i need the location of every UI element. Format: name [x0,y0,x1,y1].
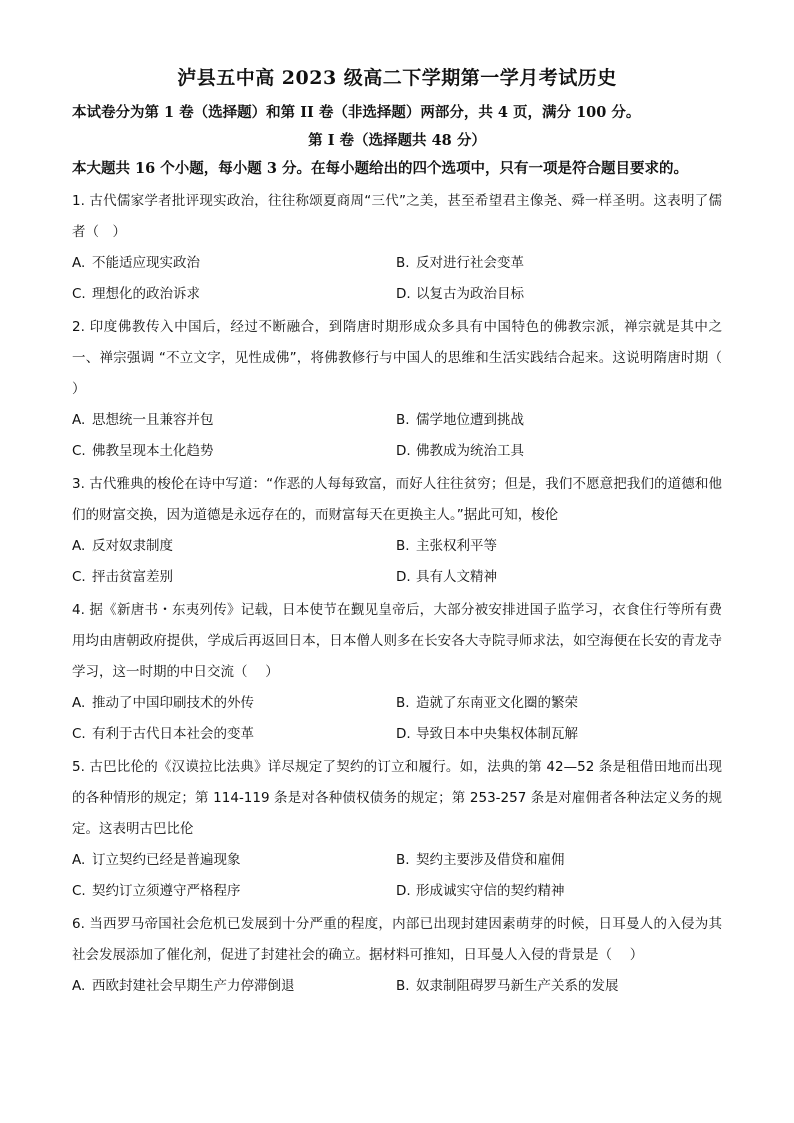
option-text: 反对进行社会变革 [416,255,524,271]
option-text: 造就了东南亚文化圈的繁荣 [416,695,578,711]
question-stem: 1. 古代儒家学者批评现实政治，往往称颂夏商周“三代”之美，甚至希望君主像尧、舜一样圣明。这表明了儒者（ ） [72,193,722,240]
answer-option [72,845,396,876]
option-grid [72,845,722,907]
answer-option [72,279,396,310]
option-text: 导致日本中央集权体制瓦解 [416,726,578,742]
option-text: 形成诚实守信的契约精神 [416,883,565,899]
answer-option [396,405,722,436]
option-text: 契约订立须遵守严格程序 [92,883,241,899]
option-grid [72,531,722,593]
question-item [72,595,722,750]
answer-option [396,876,722,907]
option-letter: B. [396,695,410,711]
option-letter: A. [72,255,86,271]
option-text: 订立契约已经是普遍现象 [92,852,241,868]
option-text: 儒学地位遭到挑战 [416,412,524,428]
question-stem: 4. 据《新唐书・东夷列传》记载，日本使节在觐见皇帝后，大部分被安排进国子监学习，衣食住行等所有费用均由唐朝政府提供，学成后再返回日本，日本僧人则多在长安各大寺院寻师求法，如空海便在长安的青龙寺学习，这一时期的中日交流（ ） [72,602,722,680]
answer-option [396,531,722,562]
question-stem: 3. 古代雅典的梭伦在诗中写道：“作恶的人每每致富，而好人往往贫穷；但是，我们不愿意把我们的道德和他们的财富交换，因为道德是永远存在的，而财富每天在更换主人。”据此可知，梭伦 [72,476,722,523]
option-grid [72,248,722,310]
answer-option [396,562,722,593]
option-letter: D. [396,883,411,899]
option-grid [72,405,722,467]
option-letter: B. [396,978,410,994]
answer-option [72,688,396,719]
answer-option [396,719,722,750]
exam-title: 泸县五中高 2023 级高二下学期第一学月考试历史 [177,67,617,89]
option-letter: A. [72,538,86,554]
option-letter: B. [396,255,410,271]
option-text: 主张权利平等 [416,538,497,554]
option-letter: B. [396,412,410,428]
option-text: 理想化的政治诉求 [92,286,200,302]
answer-option [396,845,722,876]
option-text: 佛教呈现本土化趋势 [92,443,214,459]
exam-page [72,64,740,1004]
option-grid [72,971,722,1002]
answer-option [72,876,396,907]
option-letter: A. [72,978,86,994]
section-title: 第 I 卷（选择题共 48 分） [308,132,486,149]
answer-option [396,248,722,279]
question-stem: 6. 当西罗马帝国社会危机已发展到十分严重的程度，内部已出现封建因素萌芽的时候，日耳曼人的入侵为其社会发展添加了催化剂，促进了封建社会的确立。据材料可推知，日耳曼人入侵的背景是（ ） [72,916,722,963]
answer-option [396,971,722,1002]
answer-option [396,436,722,467]
answer-option [72,248,396,279]
option-letter: B. [396,538,410,554]
option-letter: A. [72,695,86,711]
answer-option [72,531,396,562]
question-list [72,186,740,1002]
question-stem: 5. 古巴比伦的《汉谟拉比法典》详尽规定了契约的订立和履行。如，法典的第 42—52 条是租借田地而出现的各种情形的规定；第 114-119 条是对各种债权债务的规定；第 253-257 条是对雇佣者各种法定义务的规定。这表明古巴比伦 [72,759,722,837]
option-letter: D. [396,726,411,742]
answer-option [72,405,396,436]
question-item [72,186,722,310]
question-item [72,469,722,593]
option-text: 契约主要涉及借贷和雇佣 [416,852,565,868]
option-letter: B. [396,852,410,868]
question-stem: 2. 印度佛教传入中国后，经过不断融合，到隋唐时期形成众多具有中国特色的佛教宗派，禅宗就是其中之一、禅宗强调 “不立文字，见性成佛”，将佛教修行与中国人的思维和生活实践结合起来。这说明隋唐时期（ ） [72,319,740,397]
option-letter: D. [396,286,411,302]
option-letter: C. [72,569,86,585]
exam-intro: 本试卷分为第 1 卷（选择题）和第 II 卷（非选择题）两部分，共 4 页，满分 100 分。 [72,104,641,121]
option-text: 以复古为政治目标 [416,286,524,302]
option-letter: C. [72,883,86,899]
option-text: 思想统一且兼容并包 [92,412,214,428]
option-text: 推动了中国印刷技术的外传 [92,695,254,711]
option-text: 有利于古代日本社会的变革 [92,726,254,742]
option-text: 西欧封建社会早期生产力停滞倒退 [92,978,295,994]
option-text: 佛教成为统治工具 [416,443,524,459]
answer-option [72,971,396,1002]
option-text: 抨击贫富差别 [92,569,173,585]
option-grid [72,688,722,750]
option-letter: C. [72,443,86,459]
option-letter: C. [72,286,86,302]
option-text: 具有人文精神 [416,569,497,585]
answer-option [396,688,722,719]
option-letter: C. [72,726,86,742]
option-letter: A. [72,852,86,868]
answer-option [72,562,396,593]
option-letter: A. [72,412,86,428]
option-text: 不能适应现实政治 [92,255,200,271]
answer-option [396,279,722,310]
question-item [72,312,740,467]
section-instruction: 本大题共 16 个小题，每小题 3 分。在每小题给出的四个选项中，只有一项是符合题目要求的。 [72,160,688,177]
question-item [72,752,722,907]
answer-option [72,719,396,750]
option-text: 奴隶制阻碍罗马新生产关系的发展 [416,978,619,994]
answer-option [72,436,396,467]
question-item [72,909,722,1002]
option-text: 反对奴隶制度 [92,538,173,554]
option-letter: D. [396,569,411,585]
option-letter: D. [396,443,411,459]
